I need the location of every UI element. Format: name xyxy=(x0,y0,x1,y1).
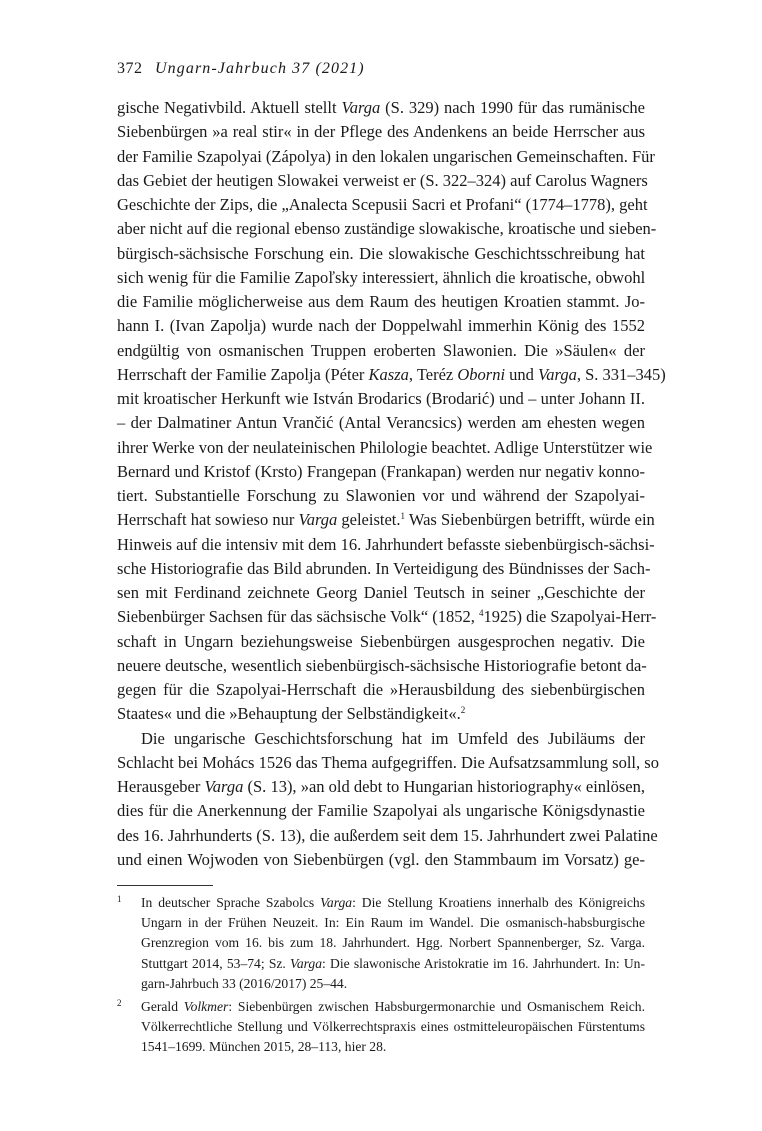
text-line: die Familie möglicherweise aus dem Raum des heutigen Kroatien stammt. Jo- xyxy=(117,292,645,311)
text-line: und einen Wojwoden von Siebenbürgen (vgl. den Stammbaum im Vorsatz) ge- xyxy=(117,849,645,869)
text-line: ihrer Werke von der neulateinischen Philologie beachtet. Adlige Unterstützer wie xyxy=(117,437,653,457)
footnote-number: 2 xyxy=(117,997,122,1008)
text-line: Geschichte der Zips, die „Analecta Scepusii Sacri et Profani“ (1774–1778), geht xyxy=(117,195,648,214)
text-line: des 16. Jahrhunderts (S. 13), die außerdem seit dem 15. Jahrhundert zwei Palatine xyxy=(117,825,658,845)
text-line: gegen für die Szapolyai-Herrschaft die »Herausbildung des siebenbürgischen xyxy=(117,680,645,699)
text-line: Herausgeber Varga (S. 13), »an old debt to Hungarian historiography« einlösen, xyxy=(117,777,645,796)
text-line: Schlacht bei Mohács 1526 das Thema aufgegriffen. Die Aufsatzsammlung soll, so xyxy=(117,752,659,772)
italic-name: Varga xyxy=(538,364,577,384)
text-line: der Familie Szapolyai (Zápolya) in den lokalen ungarischen Gemeinschaften. Für xyxy=(117,146,655,166)
italic-name: Varga xyxy=(204,777,244,796)
text-line: gische Negativbild. Aktuell stellt Varga (S. 329) nach 1990 für das rumänische xyxy=(117,98,646,117)
page-number: 372 xyxy=(117,60,143,77)
footnote-reference: 4 xyxy=(479,608,484,619)
text-line: Siebenbürgen »a real stir« in der Pflege des Andenkens an beide Herrscher aus xyxy=(117,122,645,142)
italic-name: Varga xyxy=(320,895,353,910)
footnote-reference: 2 xyxy=(460,705,466,716)
text-line: tiert. Substantielle Forschung zu Slawonien vor und während der Szapolyai- xyxy=(117,486,645,505)
text-line: Die ungarische Geschichtsforschung hat im Umfeld des Jubiläums der xyxy=(141,728,645,748)
running-header xyxy=(117,60,365,78)
italic-name: Oborni xyxy=(457,364,506,384)
footnote-line: Ungarn in der Frühen Neuzeit. In: Ein Raum im Wandel. Die osmanisch-habsburgische xyxy=(141,915,645,931)
footnote-rule xyxy=(117,885,213,886)
footnote-line: Gerald Volkmer: Siebenbürgen zwischen Habsburgermonarchie und Osmanischem Reich. xyxy=(141,998,645,1014)
italic-name: Varga xyxy=(341,98,381,117)
italic-name: Kasza xyxy=(368,364,409,384)
footnote-line: Stuttgart 2014, 53–74; Sz. Varga: Die slawonische Aristokratie im 16. Jahrhundert. In: Un- xyxy=(141,955,645,971)
text-line: hann I. (Ivan Zapolja) wurde nach der Doppelwahl immerhin König des 1552 xyxy=(117,316,645,336)
text-line: Siebenbürger Sachsen für das sächsische Volk“ (1852, $^4$1925) die Szapolyai-Herr- xyxy=(117,607,657,627)
footnote-line: Grenzregion vom 16. bis zum 18. Jahrhundert. Hgg. Norbert Spannenberger, Sz. Varga. xyxy=(141,935,645,951)
text-line: sich wenig für die Familie Zapoľsky interessiert, ähnlich die kroatische, obwohl xyxy=(117,267,646,287)
text-line: dies für die Anerkennung der Familie Szapolyai als ungarische Königsdynastie xyxy=(117,801,645,821)
text-line: sen mit Ferdinand zeichnete Georg Daniel Teutsch in seiner „Geschichte der xyxy=(117,583,645,602)
text-line: endgültig von osmanischen Truppen eroberten Slawonien. Die »Säulen« der xyxy=(117,340,645,360)
footnote xyxy=(117,997,645,1058)
text-line: das Gebiet der heutigen Slowakei verweist er (S. 322–324) auf Carolus Wagners xyxy=(117,170,648,190)
text-line: aber nicht auf die regional ebenso zuständige slowakische, kroatische und sieben- xyxy=(117,219,657,239)
text-line: schaft in Ungarn beziehungsweise Siebenbürgen ausgesprochen negativ. Die xyxy=(117,631,645,651)
footnote-line: In deutscher Sprache Szabolcs Varga: Die Stellung Kroatiens innerhalb des Königreichs xyxy=(141,895,645,910)
footnote-reference: 1 xyxy=(400,511,405,522)
footnote-number: 1 xyxy=(117,894,122,904)
text-line: neuere deutsche, wesentlich siebenbürgisch-sächsische Historiografie betont da- xyxy=(117,655,647,675)
text-line: Staates« und die »Behauptung der Selbständigkeit«.$^2$ xyxy=(117,704,466,724)
text-line: Hinweis auf die intensiv mit dem 16. Jahrhundert befasste siebenbürgisch-sächsi- xyxy=(117,534,655,554)
text-line: Herrschaft der Familie Zapolja (Péter Kasza, Teréz Oborni und Varga, S. 331–345) xyxy=(117,364,666,384)
footnotes xyxy=(117,893,645,1058)
footnote-line: Völkerrechtliche Stellung und Völkerrechtspraxis eines ostmitteleuropäischen Fürstentums xyxy=(141,1019,645,1035)
footnote-line: garn-Jahrbuch 33 (2016/2017) 25–44. xyxy=(141,975,348,991)
text-line: mit kroatischer Herkunft wie István Brodarics (Brodarić) und – unter Johann II. xyxy=(117,389,645,408)
italic-name: Varga xyxy=(290,955,323,971)
main-text xyxy=(117,96,666,872)
footnote-line: 1541–1699. München 2015, 28–113, hier 28. xyxy=(141,1039,387,1055)
italic-name: Varga xyxy=(298,510,338,530)
footnote xyxy=(117,893,645,994)
journal-title: Ungarn-Jahrbuch 37 (2021) xyxy=(155,60,365,77)
text-line: bürgisch-sächsische Forschung ein. Die slowakische Geschichtsschreibung hat xyxy=(117,243,645,263)
text-line: Herrschaft hat sowieso nur Varga geleistet.$^1$ Was Siebenbürgen betrifft, würde ein xyxy=(117,510,655,530)
text-line: Bernard und Kristof (Krsto) Frangepan (Frankapan) werden nur negativ konno- xyxy=(117,461,645,481)
text-line: sche Historiografie das Bild abrunden. In Verteidigung des Bündnisses der Sach- xyxy=(117,558,651,578)
text-line: – der Dalmatiner Antun Vrančić (Antal Verancsics) werden am ehesten wegen xyxy=(117,413,645,433)
italic-name: Volkmer xyxy=(183,998,229,1014)
